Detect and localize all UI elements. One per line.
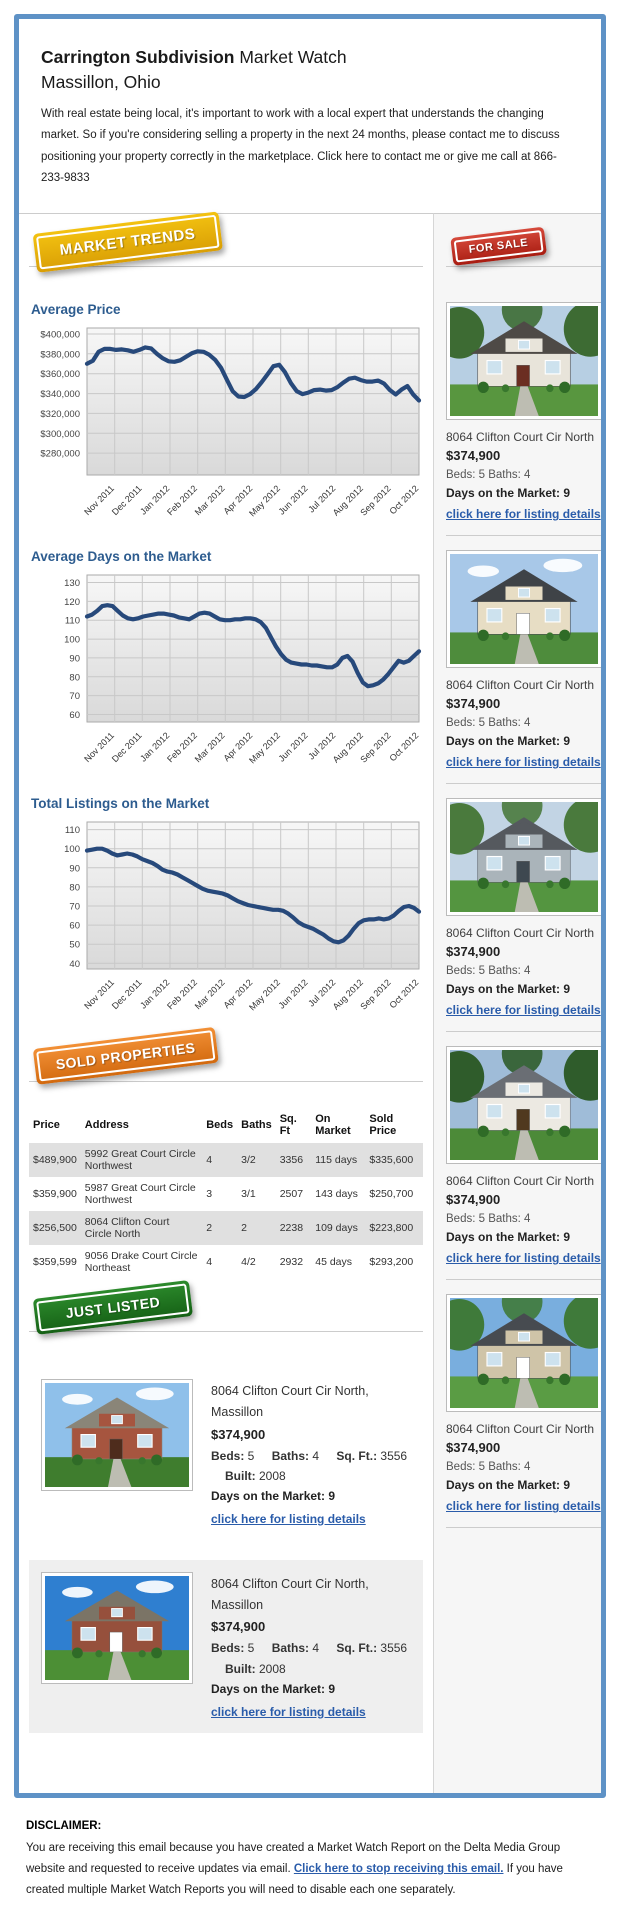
svg-text:Jan 2012: Jan 2012: [138, 730, 172, 764]
svg-text:50: 50: [69, 939, 80, 951]
for-sale-listing-card: [446, 288, 602, 536]
sqft-value: 3556: [377, 1448, 408, 1463]
listing-days-on-market: Days on the Market: 9: [446, 1230, 571, 1245]
svg-text:$280,000: $280,000: [40, 448, 80, 460]
svg-text:Apr 2012: Apr 2012: [221, 977, 255, 1011]
cell-sqft: 2238: [279, 1222, 304, 1235]
svg-text:Apr 2012: Apr 2012: [221, 730, 255, 764]
report-frame: [14, 14, 606, 1798]
svg-text:130: 130: [64, 578, 80, 590]
market-trends-section-head: [29, 225, 423, 288]
cell-baths: 3/1: [241, 1188, 256, 1201]
listing-details-link[interactable]: click here for listing details: [446, 1003, 601, 1018]
content-columns: [19, 213, 601, 1793]
total-listings-chart: [29, 817, 423, 1029]
svg-text:110: 110: [64, 615, 80, 627]
listing-photo: [446, 798, 602, 916]
house-photo-illustration: [450, 1298, 598, 1408]
cell-beds: 2: [206, 1222, 213, 1235]
header-baths: Baths: [241, 1119, 272, 1132]
built-value: 2008: [255, 1469, 286, 1484]
chart-title-average-days: Average Days on the Market: [31, 549, 212, 565]
listing-price: $374,900: [446, 1440, 501, 1456]
cell-sqft: 2932: [279, 1256, 304, 1269]
listing-specs: [211, 1638, 411, 1679]
cell-baths: 3/2: [241, 1154, 256, 1167]
listing-address: 8064 Clifton Court Cir North: [446, 926, 595, 941]
svg-text:Aug 2012: Aug 2012: [330, 730, 366, 765]
just-listed-card: [29, 1560, 423, 1733]
svg-text:90: 90: [69, 653, 80, 665]
listing-days-on-market: Days on the Market: 9: [446, 485, 571, 500]
svg-text:Jan 2012: Jan 2012: [138, 977, 172, 1011]
listing-address: 8064 Clifton Court Cir North: [446, 678, 595, 693]
listing-address: 8064 Clifton Court Cir North: [446, 1422, 595, 1437]
disclaimer-text-after: If you have created multiple Market Watch Reports you will need to disable each one separately.: [26, 1862, 563, 1896]
sold-properties-table: [29, 1107, 423, 1279]
listing-beds-baths: Beds: 5 Baths: 4: [446, 468, 531, 481]
cell-on-market: 109 days: [315, 1222, 358, 1235]
section-rule: [29, 1081, 423, 1082]
for-sale-sidebar: [433, 213, 606, 1793]
svg-text:Mar 2012: Mar 2012: [192, 977, 227, 1012]
listing-days-on-market: Days on the Market: 9: [211, 1489, 336, 1504]
svg-text:Feb 2012: Feb 2012: [165, 730, 200, 765]
baths-label: Baths:: [271, 1448, 310, 1463]
svg-text:Jun 2012: Jun 2012: [276, 483, 310, 517]
listing-info: [211, 1572, 411, 1721]
cell-price: $359,900: [33, 1188, 77, 1201]
listing-photo: [41, 1572, 193, 1684]
svg-text:Jul 2012: Jul 2012: [306, 977, 338, 1009]
chart-title-total-listings: Total Listings on the Market: [31, 796, 210, 812]
cell-sqft: 2507: [279, 1188, 304, 1201]
baths-value: 4: [309, 1641, 320, 1656]
listing-address: 8064 Clifton Court Cir North: [446, 430, 595, 445]
just-listed-badge-label: JUST LISTED: [36, 1283, 189, 1331]
house-photo-illustration: [450, 306, 598, 416]
baths-label: Baths:: [271, 1641, 310, 1656]
svg-text:100: 100: [64, 844, 80, 856]
main-column: [19, 213, 433, 1793]
page-title: [41, 45, 571, 94]
cell-price: $359,599: [33, 1256, 77, 1269]
listing-details-link[interactable]: click here for listing details: [446, 1499, 601, 1514]
svg-text:Dec 2011: Dec 2011: [109, 483, 144, 518]
cell-price: $489,900: [33, 1154, 77, 1167]
svg-text:Oct 2012: Oct 2012: [387, 730, 421, 764]
listing-photo: [446, 550, 602, 668]
listing-photo: [446, 302, 602, 420]
cell-address: 9056 Drake Court Circle Northeast: [84, 1250, 198, 1275]
house-photo-illustration: [45, 1383, 189, 1487]
svg-text:40: 40: [69, 958, 80, 970]
cell-address: 5992 Great Court Circle Northwest: [84, 1148, 196, 1173]
header-price: Price: [33, 1119, 60, 1132]
svg-text:Jan 2012: Jan 2012: [138, 483, 172, 517]
svg-text:Jun 2012: Jun 2012: [276, 977, 310, 1011]
cell-beds: 4: [206, 1154, 213, 1167]
for-sale-listing-card: [446, 784, 602, 1032]
built-label: Built:: [225, 1661, 256, 1676]
for-sale-listing-card: [446, 1032, 602, 1280]
cell-sold-price: $223,800: [369, 1222, 414, 1235]
svg-text:90: 90: [69, 863, 80, 875]
sqft-value: 3556: [377, 1641, 408, 1656]
listing-address: 8064 Clifton Court Cir North, Massillon: [211, 1576, 369, 1613]
disclaimer-text-before: You are receiving this email because you have created a Market Watch Report on the Delta Media Group website and requested to receive updates via email.: [26, 1842, 561, 1875]
header-sqft: Sq. Ft: [279, 1113, 297, 1138]
svg-text:Feb 2012: Feb 2012: [165, 483, 200, 518]
svg-text:Jul 2012: Jul 2012: [306, 483, 338, 515]
svg-text:60: 60: [69, 920, 80, 932]
built-value: 2008: [255, 1661, 286, 1676]
svg-text:Mar 2012: Mar 2012: [192, 483, 227, 518]
house-photo-illustration: [45, 1576, 189, 1680]
header-address: Address: [84, 1119, 129, 1132]
svg-text:Mar 2012: Mar 2012: [192, 730, 227, 765]
for-sale-listing-card: [446, 1280, 602, 1528]
listing-days-on-market: Days on the Market: 9: [211, 1682, 336, 1697]
svg-text:Aug 2012: Aug 2012: [330, 977, 366, 1012]
svg-text:80: 80: [69, 672, 80, 684]
baths-value: 4: [309, 1448, 320, 1463]
listing-details-link[interactable]: click here for listing details: [211, 1511, 366, 1526]
svg-text:$300,000: $300,000: [40, 428, 80, 440]
cell-address: 8064 Clifton Court Circle North: [84, 1216, 170, 1241]
listing-price: $374,900: [211, 1426, 266, 1442]
cell-on-market: 143 days: [315, 1188, 358, 1201]
svg-text:May 2012: May 2012: [247, 977, 283, 1013]
table-header-row: [29, 1107, 423, 1143]
for-sale-section-head: [446, 230, 602, 288]
cell-sold-price: $293,200: [369, 1256, 414, 1269]
disclaimer: [26, 1816, 594, 1901]
market-trends-badge-label: MARKET TRENDS: [36, 215, 219, 270]
disclaimer-heading: DISCLAIMER:: [26, 1819, 102, 1832]
table-row: [29, 1245, 423, 1279]
cell-address: 5987 Great Court Circle Northwest: [84, 1182, 196, 1207]
listing-beds-baths: Beds: 5 Baths: 4: [446, 964, 531, 977]
listing-price: $374,900: [211, 1619, 266, 1635]
average-price-chart: [29, 323, 423, 535]
sold-properties-badge-label: SOLD PROPERTIES: [36, 1030, 215, 1081]
svg-text:70: 70: [69, 691, 80, 703]
listing-info: [211, 1379, 411, 1528]
house-photo-illustration: [450, 554, 598, 664]
cell-beds: 4: [206, 1256, 213, 1269]
svg-text:Jun 2012: Jun 2012: [276, 730, 310, 764]
svg-text:Jul 2012: Jul 2012: [306, 730, 338, 762]
average-days-block: [29, 549, 423, 782]
listing-photo: [446, 1294, 602, 1412]
svg-text:$360,000: $360,000: [40, 369, 80, 381]
table-row: [29, 1211, 423, 1245]
svg-text:70: 70: [69, 901, 80, 913]
svg-text:Nov 2011: Nov 2011: [82, 977, 117, 1012]
table-row: [29, 1143, 423, 1177]
cell-sqft: 3356: [279, 1154, 304, 1167]
svg-text:$340,000: $340,000: [40, 389, 80, 401]
svg-text:Sep 2012: Sep 2012: [358, 730, 393, 765]
page-subtitle: Massillon, Ohio: [41, 71, 161, 92]
cell-sold-price: $250,700: [369, 1188, 414, 1201]
listing-specs: [211, 1446, 411, 1487]
cell-sold-price: $335,600: [369, 1154, 414, 1167]
header-sold-price: Sold Price: [369, 1113, 397, 1138]
listing-address: 8064 Clifton Court Cir North, Massillon: [211, 1384, 369, 1420]
header-on-market: On Market: [315, 1113, 351, 1138]
svg-text:80: 80: [69, 882, 80, 894]
svg-text:Oct 2012: Oct 2012: [387, 483, 421, 517]
cell-baths: 2: [241, 1222, 247, 1235]
svg-text:$400,000: $400,000: [40, 329, 80, 341]
house-photo-illustration: [450, 1050, 598, 1160]
sold-properties-section-head: [29, 1039, 423, 1103]
cell-beds: 3: [206, 1188, 213, 1201]
listing-beds-baths: Beds: 5 Baths: 4: [446, 1212, 531, 1225]
svg-text:Nov 2011: Nov 2011: [82, 483, 117, 518]
listing-address: 8064 Clifton Court Cir North: [446, 1174, 595, 1189]
sold-properties-badge: [33, 1027, 219, 1085]
svg-text:Dec 2011: Dec 2011: [109, 977, 144, 1012]
svg-text:60: 60: [69, 710, 80, 722]
svg-text:110: 110: [64, 825, 80, 837]
listing-price: $374,900: [446, 448, 501, 464]
svg-text:Sep 2012: Sep 2012: [358, 977, 393, 1012]
listing-days-on-market: Days on the Market: 9: [446, 1478, 571, 1493]
sqft-label: Sq. Ft.:: [336, 1448, 378, 1463]
listing-beds-baths: Beds: 5 Baths: 4: [446, 1460, 531, 1473]
just-listed-section-head: [29, 1295, 423, 1353]
listing-details-link[interactable]: click here for listing details: [211, 1704, 366, 1719]
svg-text:Oct 2012: Oct 2012: [387, 977, 421, 1011]
beds-label: Beds:: [211, 1641, 245, 1656]
chart-title-average-price: Average Price: [31, 302, 121, 318]
cell-baths: 4/2: [241, 1256, 256, 1269]
svg-text:Sep 2012: Sep 2012: [358, 483, 393, 518]
just-listed-badge: [33, 1280, 193, 1335]
beds-value: 5: [244, 1641, 255, 1656]
table-row: [29, 1177, 423, 1211]
svg-text:$380,000: $380,000: [40, 349, 80, 361]
section-rule: [29, 1331, 423, 1332]
header-beds: Beds: [206, 1119, 234, 1132]
sqft-label: Sq. Ft.:: [336, 1641, 378, 1656]
listing-days-on-market: Days on the Market: 9: [446, 734, 571, 749]
listing-details-link[interactable]: click here for listing details: [446, 755, 601, 770]
listing-details-link[interactable]: click here for listing details: [446, 1251, 601, 1266]
unsubscribe-link[interactable]: Click here to stop receiving this email.: [293, 1862, 504, 1875]
average-days-chart: [29, 570, 423, 782]
svg-text:$320,000: $320,000: [40, 408, 80, 420]
svg-text:120: 120: [64, 596, 80, 608]
svg-text:Apr 2012: Apr 2012: [221, 483, 255, 517]
for-sale-badge-label: FOR SALE: [454, 230, 544, 263]
listing-details-link[interactable]: click here for listing details: [446, 507, 601, 522]
svg-text:Nov 2011: Nov 2011: [82, 730, 117, 765]
cell-on-market: 115 days: [315, 1154, 358, 1167]
cell-price: $256,500: [33, 1222, 77, 1235]
subdivision-name: Carrington Subdivision: [41, 47, 235, 67]
house-photo-illustration: [450, 802, 598, 912]
listing-days-on-market: Days on the Market: 9: [446, 982, 571, 997]
cell-on-market: 45 days: [315, 1256, 353, 1269]
market-trends-badge: [33, 211, 223, 272]
listing-price: $374,900: [446, 944, 501, 960]
listing-photo: [41, 1379, 193, 1491]
total-listings-block: [29, 796, 423, 1029]
for-sale-badge: [450, 227, 546, 266]
svg-text:Dec 2011: Dec 2011: [109, 730, 144, 765]
average-price-block: [29, 302, 423, 535]
intro-text: With real estate being local, it's important to work with a local expert that understands the changing market. So if you're considering selling a property in the next 24 months, please contact me to discuss positioning your property correctly in the marketplace. Click here to contact me or give me call at 866-233-9833: [41, 108, 560, 184]
just-listed-card: [29, 1367, 423, 1540]
listing-photo: [446, 1046, 602, 1164]
svg-text:May 2012: May 2012: [247, 483, 283, 519]
listing-price: $374,900: [446, 696, 501, 712]
beds-label: Beds:: [211, 1448, 245, 1463]
svg-text:Aug 2012: Aug 2012: [330, 483, 366, 518]
beds-value: 5: [244, 1448, 255, 1463]
report-header: [19, 19, 601, 213]
svg-text:May 2012: May 2012: [247, 730, 283, 766]
for-sale-listing-card: [446, 536, 602, 784]
listing-beds-baths: Beds: 5 Baths: 4: [446, 716, 531, 729]
svg-text:Feb 2012: Feb 2012: [165, 977, 200, 1012]
svg-text:100: 100: [64, 634, 80, 646]
listing-price: $374,900: [446, 1192, 501, 1208]
built-label: Built:: [225, 1469, 256, 1484]
title-suffix: Market Watch: [234, 47, 347, 67]
section-rule: [446, 266, 602, 267]
